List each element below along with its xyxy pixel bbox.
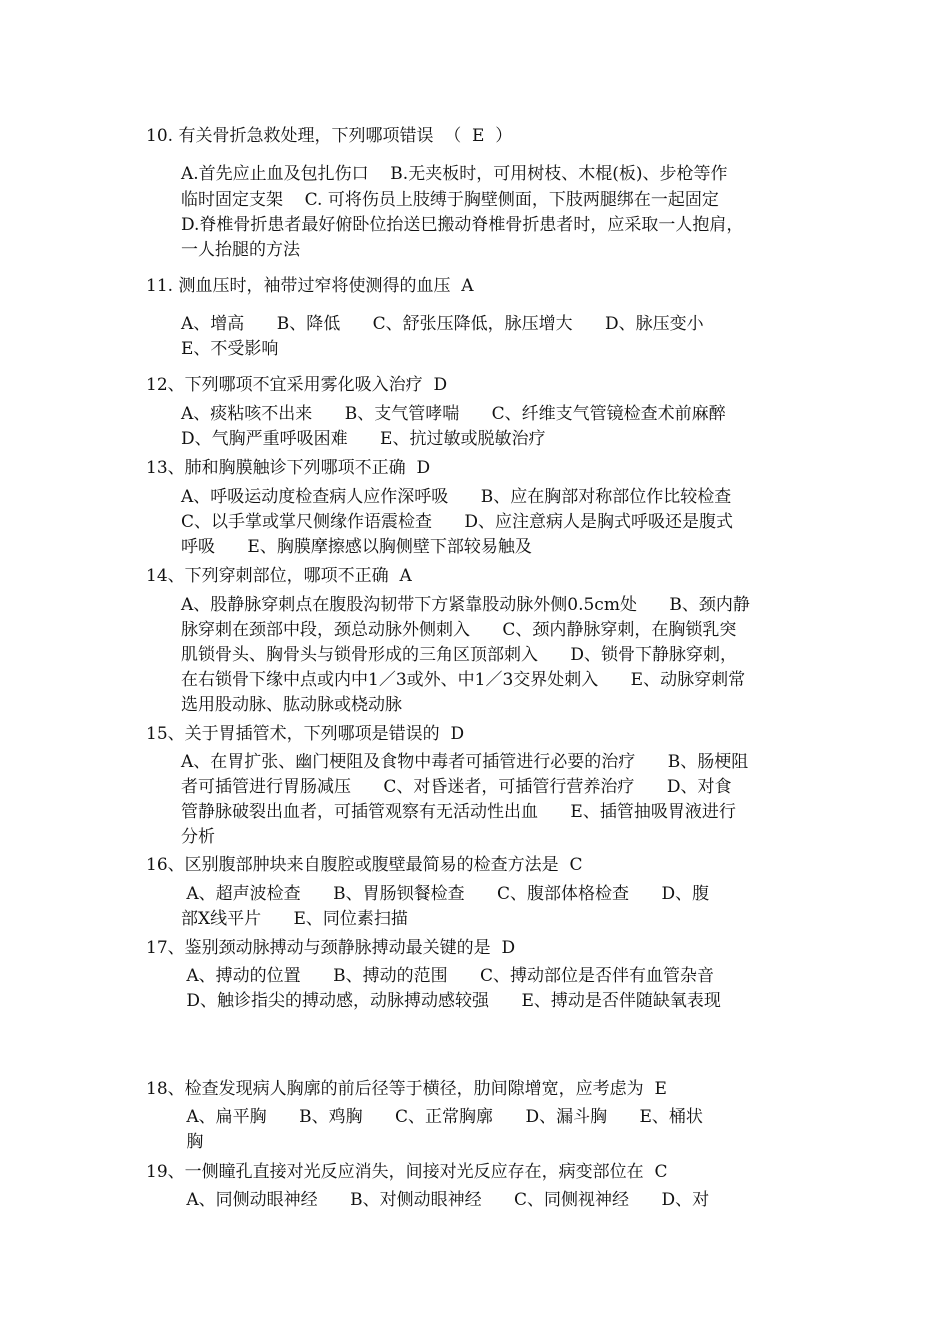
question-stem: 13、肺和胸膜触诊下列哪项不正确 D xyxy=(146,458,431,478)
option-line: A、搏动的位置 B、搏动的范围 C、搏动部位是否伴有血管杂音 xyxy=(181,966,715,986)
option-line: 脉穿刺在颈部中段，颈总动脉外侧刺入 C、颈内静脉穿刺，在胸锁乳突 xyxy=(181,620,737,640)
option-line: A、同侧动眼神经 B、对侧动眼神经 C、同侧视神经 D、对 xyxy=(181,1190,710,1210)
question-stem: 12、下列哪项不宜采用雾化吸入治疗 D xyxy=(146,375,448,395)
option-line: 呼吸 E、胸膜摩擦感以胸侧壁下部较易触及 xyxy=(181,537,532,557)
option-line: 部X线平片 E、同位素扫描 xyxy=(181,909,408,929)
option-line: A、在胃扩张、幽门梗阻及食物中毒者可插管进行必要的治疗 B、肠梗阻 xyxy=(181,752,749,772)
option-line: A、呼吸运动度检查病人应作深呼吸 B、应在胸部对称部位作比较检查 xyxy=(181,487,732,507)
question-stem: 15、关于胃插管术，下列哪项是错误的 D xyxy=(146,724,465,744)
option-line: 者可插管进行胃肠减压 C、对昏迷者，可插管行营养治疗 D、对食 xyxy=(181,777,732,797)
option-line: 选用股动脉、肱动脉或桡动脉 xyxy=(181,695,402,715)
option-line: 肌锁骨头、胸骨头与锁骨形成的三角区顶部刺入 D、锁骨下静脉穿刺， xyxy=(181,645,738,665)
option-line: D.脊椎骨折患者最好俯卧位抬送巳搬动脊椎骨折患者时，应采取一人抱肩， xyxy=(181,215,744,235)
option-line: A、股静脉穿刺点在腹股沟韧带下方紧靠股动脉外侧0.5cm处 B、颈内静 xyxy=(181,595,750,615)
option-line: A、痰粘咳不出来 B、支气管哮喘 C、纤维支气管镜检查术前麻醉 xyxy=(181,404,726,424)
question-stem: 16、区别腹部肿块来自腹腔或腹壁最简易的检查方法是 C xyxy=(146,855,583,875)
option-line: 一人抬腿的方法 xyxy=(181,240,300,260)
option-line: 管静脉破裂出血者，可插管观察有无活动性出血 E、插管抽吸胃液进行 xyxy=(181,802,736,822)
question-stem: 14、下列穿刺部位，哪项不正确 A xyxy=(146,566,412,586)
question-stem: 17、鉴别颈动脉搏动与颈静脉搏动最关键的是 D xyxy=(146,938,516,958)
question-stem: 19、一侧瞳孔直接对光反应消失，间接对光反应存在，病变部位在 C xyxy=(146,1162,668,1182)
option-line: A、增高 B、降低 C、舒张压降低，脉压增大 D、脉压变小 xyxy=(181,314,704,334)
option-line: 胸 xyxy=(181,1132,204,1152)
question-stem: 11. 测血压时，袖带过窄将使测得的血压 A xyxy=(146,276,474,296)
option-line: 临时固定支架 C. 可将伤员上肢缚于胸壁侧面，下肢两腿绑在一起固定 xyxy=(181,190,719,210)
option-line: A.首先应止血及包扎伤口 B.无夹板时，可用树枝、木棍(板)、步枪等作 xyxy=(181,164,728,184)
option-line: D、触诊指尖的搏动感，动脉搏动感较强 E、搏动是否伴随缺氧表现 xyxy=(181,991,721,1011)
option-line: E、不受影响 xyxy=(181,339,279,359)
option-line: A、扁平胸 B、鸡胸 C、正常胸廓 D、漏斗胸 E、桶状 xyxy=(181,1107,703,1127)
option-line: 在右锁骨下缘中点或内中1／3或外、中1／3交界处刺入 E、动脉穿刺常 xyxy=(181,670,746,690)
question-stem: 18、检查发现病人胸廓的前后径等于横径，肋间隙增宽，应考虑为 E xyxy=(146,1079,667,1099)
option-line: 分析 xyxy=(181,827,215,847)
option-line: C、以手掌或掌尺侧缘作语震检查 D、应注意病人是胸式呼吸还是腹式 xyxy=(181,512,734,532)
question-stem: 10. 有关骨折急救处理，下列哪项错误 （ E ） xyxy=(146,126,513,146)
option-line: A、超声波检查 B、胃肠钡餐检查 C、腹部体格检查 D、腹 xyxy=(181,884,710,904)
option-line: D、气胸严重呼吸困难 E、抗过敏或脱敏治疗 xyxy=(181,429,546,449)
